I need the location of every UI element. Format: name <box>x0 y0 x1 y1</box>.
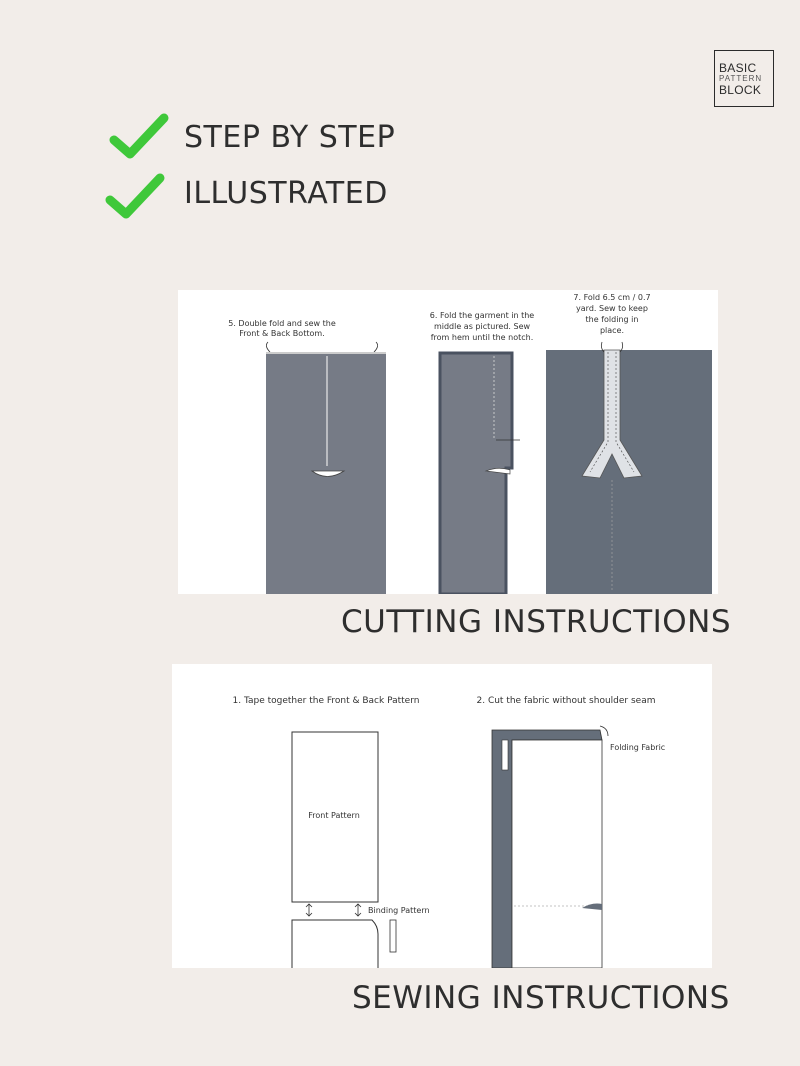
logo-line-3: BLOCK <box>719 82 762 97</box>
step6-caption-line1: 6. Fold the garment in the <box>429 311 535 320</box>
front-pattern-label: Front Pattern <box>308 811 360 820</box>
checkmark-icon <box>104 170 166 222</box>
sewing-instructions-illustration <box>172 664 712 968</box>
step7-caption-line1: 7. Fold 6.5 cm / 0.7 <box>573 293 651 302</box>
logo-line-1: BASIC <box>719 60 757 75</box>
step1-caption: 1. Tape together the Front & Back Pattern <box>232 696 420 706</box>
step5-caption-line1: 5. Double fold and sew the <box>228 319 336 328</box>
step6-caption-line3: from hem until the notch. <box>430 333 534 342</box>
step7-caption-line2: yard. Sew to keep <box>576 304 648 313</box>
step2-caption: 2. Cut the fabric without shoulder seam <box>476 696 656 706</box>
step7-caption-line4: place. <box>599 326 625 335</box>
sewing-instructions-title: SEWING INSTRUCTIONS <box>352 980 730 1016</box>
binding-pattern-label: Binding Pattern <box>368 906 430 915</box>
cutting-instructions-illustration <box>178 290 718 594</box>
folding-fabric-label: Folding Fabric <box>610 743 666 752</box>
checkmark-icon <box>108 110 170 162</box>
step7-caption-line3: the folding in <box>585 315 639 324</box>
feature-step-by-step: STEP BY STEP <box>184 120 396 155</box>
binding-strip <box>390 920 396 952</box>
feature-illustrated: ILLUSTRATED <box>184 176 388 211</box>
back-pattern-piece <box>292 920 378 968</box>
cutting-instructions-title: CUTTING INSTRUCTIONS <box>341 604 732 640</box>
brand-logo <box>714 50 774 107</box>
step6-caption-line2: middle as pictured. Sew <box>433 322 531 331</box>
step5-caption-line2: Front & Back Bottom. <box>239 329 325 338</box>
logo-line-2: PATTERN <box>719 73 763 83</box>
step6-garment <box>440 353 512 594</box>
